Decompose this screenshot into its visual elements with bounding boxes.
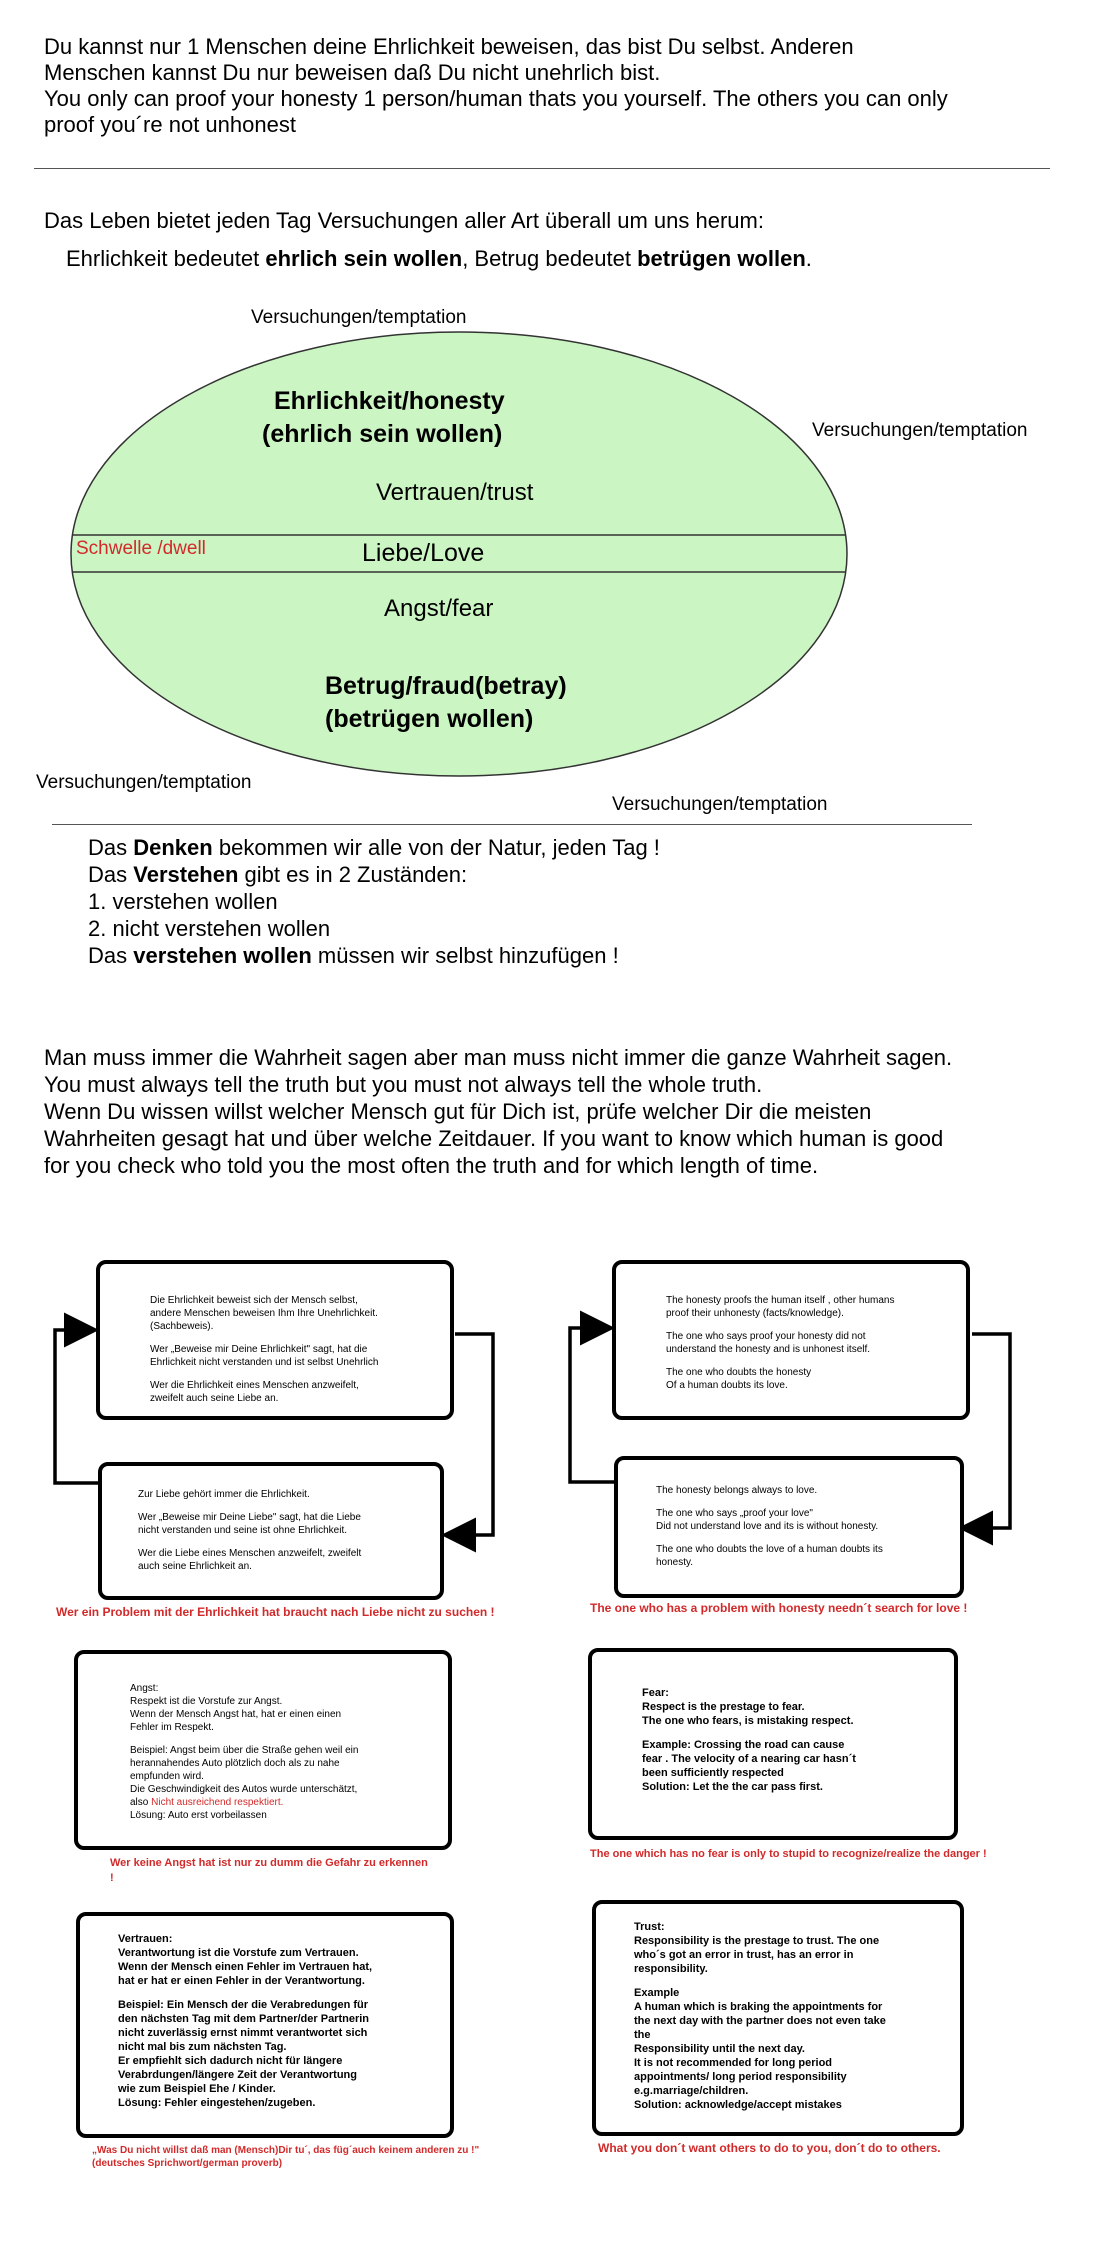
box-text-line: been sufficiently respected bbox=[642, 1767, 784, 1779]
box-text-line: Example bbox=[634, 1987, 680, 1999]
intro-line: Du kannst nur 1 Menschen deine Ehrlichkeit beweisen, das bist Du selbst. Anderen bbox=[44, 34, 854, 59]
box-text-line: fear . The velocity of a nearing car hasn´t bbox=[642, 1753, 856, 1765]
box-text-line: Of a human doubts its love. bbox=[666, 1380, 788, 1391]
box-text-line: Wer „Beweise mir Deine Liebe" sagt, hat die Liebe bbox=[138, 1512, 361, 1523]
right-arrow-down bbox=[965, 1334, 1010, 1528]
temptation-label-top: Versuchungen/temptation bbox=[251, 307, 467, 328]
box-text-line: Lösung: Fehler eingestehen/zugeben. bbox=[118, 2097, 316, 2109]
box-text-line: The one who fears, is mistaking respect. bbox=[642, 1715, 854, 1727]
box-text-line: zweifelt auch seine Liebe an. bbox=[150, 1393, 279, 1404]
fraud-sublabel: (betrügen wollen) bbox=[325, 705, 534, 733]
fear-label: Angst/fear bbox=[384, 595, 494, 622]
intro-line: Menschen kannst Du nur beweisen daß Du nicht unehrlich bist. bbox=[44, 60, 661, 85]
box-text-line: e.g.marriage/children. bbox=[634, 2085, 749, 2097]
box-text-line: herannahendes Auto plötzlich doch als zu nahe bbox=[130, 1758, 340, 1769]
fraud-label: Betrug/fraud(betray) bbox=[325, 672, 567, 700]
box-text-line: Verabrdungen/längere Zeit der Verantwortung bbox=[118, 2069, 357, 2081]
box-text-line: empfunden wird. bbox=[130, 1771, 204, 1782]
en-trust-caption: What you don´t want others to do to you, don´t do to others. bbox=[598, 2141, 941, 2155]
de-trust-caption: „Was Du nicht willst daß man (Mensch)Dir tu´, das füg´auch keinem anderen zu !" (deutsches Sprichwort/german proverb) bbox=[92, 2145, 480, 2169]
ellipse-diagram bbox=[0, 290, 1096, 830]
box-text-line: Fehler im Respekt. bbox=[130, 1722, 214, 1733]
line-gap bbox=[118, 1988, 450, 1998]
de-love-caption: Wer ein Problem mit der Ehrlichkeit hat braucht nach Liebe nicht zu suchen ! bbox=[56, 1605, 495, 1619]
box-text-line: Die Ehrlichkeit beweist sich der Mensch selbst, bbox=[150, 1295, 358, 1306]
box-text-line: The one who doubts the honesty bbox=[666, 1367, 812, 1378]
thinking-line: 2. nicht verstehen wollen bbox=[88, 916, 331, 941]
temptation-label-bottom-right: Versuchungen/temptation bbox=[612, 794, 828, 815]
box-text-line: It is not recommended for long period bbox=[634, 2057, 833, 2069]
de-fear-line: Lösung: Auto erst vorbeilassen bbox=[130, 1810, 267, 1821]
thinking-line: Das Denken bekommen wir alle von der Natur, jeden Tag ! bbox=[88, 835, 660, 860]
de-fear-text bbox=[130, 1682, 448, 1796]
line-gap bbox=[642, 1728, 954, 1738]
en-love-caption: The one who has a problem with honesty needn´t search for love ! bbox=[590, 1601, 968, 1615]
left-arrow-down bbox=[448, 1334, 493, 1535]
temptation-label-bottom-left: Versuchungen/temptation bbox=[36, 772, 252, 793]
honesty-label: Ehrlichkeit/honesty bbox=[274, 387, 505, 415]
right-arrow-up bbox=[570, 1328, 618, 1482]
box-text-line: The one who says proof your honesty did not bbox=[666, 1331, 866, 1342]
intro-line: You only can proof your honesty 1 person/human thats you yourself. The others you can only bbox=[44, 86, 948, 111]
en-fear-caption: The one which has no fear is only to stupid to recognize/realize the danger ! bbox=[590, 1848, 987, 1860]
box-en-trust bbox=[592, 1900, 964, 2136]
box-text-line: Did not understand love and its is without honesty. bbox=[656, 1521, 879, 1532]
thinking-line: Das verstehen wollen müssen wir selbst hinzufügen ! bbox=[88, 943, 619, 968]
box-text-line: Wenn der Mensch Angst hat, hat er einen einen bbox=[130, 1709, 342, 1720]
line-gap bbox=[150, 1369, 450, 1379]
box-text-line: Die Geschwindigkeit des Autos wurde unterschätzt, bbox=[130, 1784, 358, 1795]
line-gap bbox=[666, 1356, 966, 1366]
truth-line: You must always tell the truth but you must not always tell the whole truth. bbox=[44, 1072, 763, 1097]
box-text-line: honesty. bbox=[656, 1557, 694, 1568]
box-text-line: the next day with the partner does not even take bbox=[634, 2015, 886, 2027]
box-text-line: Beispiel: Angst beim über die Straße gehen weil ein bbox=[130, 1745, 359, 1756]
intro-line: proof you´re not unhonest bbox=[44, 112, 296, 137]
box-text-line: den nächsten Tag mit dem Partner/der Partnerin bbox=[118, 2013, 370, 2025]
box-text-line: Respect is the prestage to fear. bbox=[642, 1701, 805, 1713]
line-gap bbox=[130, 1734, 448, 1744]
box-text-line: Ehrlichkeit nicht verstanden und ist selbst Unehrlich bbox=[150, 1357, 379, 1368]
box-text-line: Wer die Liebe eines Menschen anzweifelt, zweifelt bbox=[138, 1548, 362, 1559]
intro-text bbox=[44, 34, 1064, 138]
line-gap bbox=[656, 1533, 960, 1543]
box-text-line: proof their unhonesty (facts/knowledge). bbox=[666, 1308, 844, 1319]
box-text-line: hat er hat er einen Fehler in der Verantwortung. bbox=[118, 1975, 365, 1987]
line-gap bbox=[138, 1501, 440, 1511]
box-text-line: understand the honesty and is unhonest itself. bbox=[666, 1344, 871, 1355]
box-text-line: Respekt ist die Vorstufe zur Angst. bbox=[130, 1696, 283, 1707]
de-fear-caption: Wer keine Angst hat ist nur zu dumm die Gefahr zu erkennen ! bbox=[110, 1857, 428, 1884]
box-de-honesty bbox=[96, 1260, 454, 1420]
box-text-line: Wenn der Mensch einen Fehler im Vertrauen hat, bbox=[118, 1961, 373, 1973]
temptation-intro: Das Leben bietet jeden Tag Versuchungen aller Art überall um uns herum: bbox=[44, 208, 764, 233]
truth-line: for you check who told you the most often the truth and for which length of time. bbox=[44, 1153, 819, 1178]
box-en-honesty bbox=[612, 1260, 970, 1420]
box-text-line: Fear: bbox=[642, 1687, 669, 1699]
box-text-line: nicht verstanden und seine ist ohne Ehrlichkeit. bbox=[138, 1525, 348, 1536]
thinking-line: Das Verstehen gibt es in 2 Zuständen: bbox=[88, 862, 468, 887]
box-text-line: Example: Crossing the road can cause bbox=[642, 1739, 845, 1751]
de-fear-line: also Nicht ausreichend respektiert. bbox=[130, 1797, 284, 1808]
box-text-line: (Sachbeweis). bbox=[150, 1321, 214, 1332]
box-en-fear bbox=[588, 1648, 958, 1840]
box-text-line: Zur Liebe gehört immer die Ehrlichkeit. bbox=[138, 1489, 310, 1500]
box-text-line: A human which is braking the appointments for bbox=[634, 2001, 883, 2013]
truth-line: Wahrheiten gesagt hat und über welche Zeitdauer. If you want to know which human is good bbox=[44, 1126, 944, 1151]
truth-section bbox=[44, 1044, 1084, 1179]
line-gap bbox=[138, 1537, 440, 1547]
box-text-line: Verantwortung ist die Vorstufe zum Vertrauen. bbox=[118, 1947, 359, 1959]
box-text-line: Responsibility until the next day. bbox=[634, 2043, 805, 2055]
honesty-definition: Ehrlichkeit bedeutet ehrlich sein wollen, Betrug bedeutet betrügen wollen. bbox=[66, 246, 812, 271]
box-text-line: Solution: acknowledge/accept mistakes bbox=[634, 2099, 842, 2111]
box-text-line: the bbox=[634, 2029, 651, 2041]
box-text-line: The one who says „proof your love" bbox=[656, 1508, 813, 1519]
line-gap bbox=[656, 1497, 960, 1507]
trust-label: Vertrauen/trust bbox=[376, 479, 534, 506]
thinking-line: 1. verstehen wollen bbox=[88, 889, 278, 914]
box-text-line: The one who doubts the love of a human doubts its bbox=[656, 1544, 883, 1555]
box-text-line: Responsibility is the prestage to trust. The one bbox=[634, 1935, 880, 1947]
box-text-line: Trust: bbox=[634, 1921, 665, 1933]
thinking-section bbox=[88, 834, 660, 969]
line-gap bbox=[634, 1976, 960, 1986]
threshold-label: Schwelle /dwell bbox=[76, 538, 206, 559]
box-text-line: wie zum Beispiel Ehe / Kinder. bbox=[118, 2083, 276, 2095]
box-text-line: Wer die Ehrlichkeit eines Menschen anzweifelt, bbox=[150, 1380, 359, 1391]
box-text-line: The honesty proofs the human itself , other humans bbox=[666, 1295, 895, 1306]
honesty-sublabel: (ehrlich sein wollen) bbox=[262, 420, 503, 448]
box-en-love bbox=[614, 1456, 964, 1598]
box-de-fear bbox=[74, 1650, 452, 1850]
box-de-love bbox=[98, 1462, 444, 1600]
box-de-trust bbox=[76, 1912, 454, 2138]
line-gap bbox=[150, 1333, 450, 1343]
box-text-line: Vertrauen: bbox=[118, 1933, 173, 1945]
love-label: Liebe/Love bbox=[362, 539, 485, 567]
divider bbox=[34, 168, 1050, 169]
truth-line: Wenn Du wissen willst welcher Mensch gut für Dich ist, prüfe welcher Dir die meisten bbox=[44, 1099, 872, 1124]
box-text-line: andere Menschen beweisen Ihm Ihre Unehrlichkeit. bbox=[150, 1308, 378, 1319]
box-text-line: appointments/ long period responsibility bbox=[634, 2071, 847, 2083]
box-text-line: The honesty belongs always to love. bbox=[656, 1485, 818, 1496]
temptation-label-right: Versuchungen/temptation bbox=[812, 420, 1028, 441]
box-text-line: Beispiel: Ein Mensch der die Verabredungen für bbox=[118, 1999, 369, 2011]
box-text-line: responsibility. bbox=[634, 1963, 708, 1975]
box-text-line: Er empfiehlt sich dadurch nicht für längere bbox=[118, 2055, 343, 2067]
box-text-line: auch seine Ehrlichkeit an. bbox=[138, 1561, 252, 1572]
box-text-line: Solution: Let the the car pass first. bbox=[642, 1781, 823, 1793]
divider bbox=[52, 824, 972, 825]
box-text-line: nicht mal bis zum nächsten Tag. bbox=[118, 2041, 287, 2053]
box-text-line: nicht zuverlässig ernst nimmt verantwortet sich bbox=[118, 2027, 368, 2039]
box-text-line: Angst: bbox=[130, 1683, 159, 1694]
box-text-line: Wer „Beweise mir Deine Ehrlichkeit" sagt, hat die bbox=[150, 1344, 368, 1355]
left-arrow-up bbox=[55, 1330, 100, 1483]
box-text-line: who´s got an error in trust, has an error in bbox=[634, 1949, 854, 1961]
truth-line: Man muss immer die Wahrheit sagen aber man muss nicht immer die ganze Wahrheit sagen. bbox=[44, 1045, 953, 1070]
line-gap bbox=[666, 1320, 966, 1330]
